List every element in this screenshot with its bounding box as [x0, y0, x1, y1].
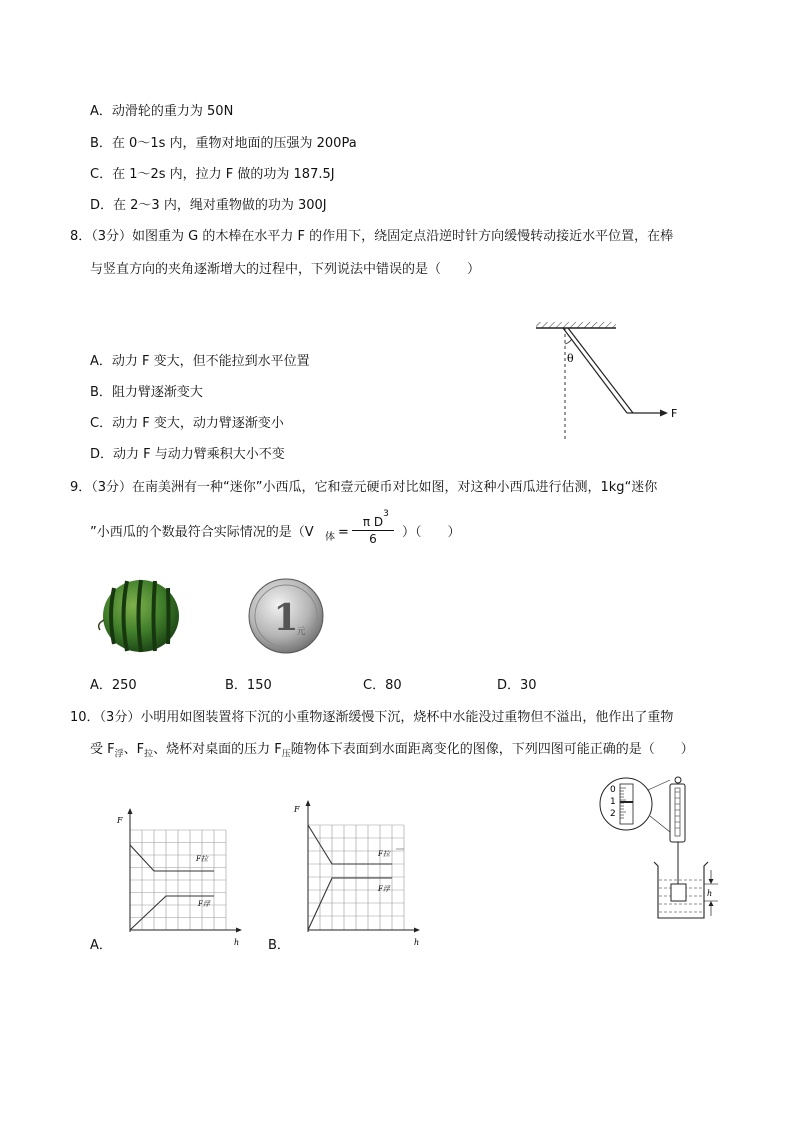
q9-formula-den: 6 — [369, 532, 377, 546]
zoom-scale-0: 0 — [610, 785, 616, 795]
q10-graph-a-option: A． — [90, 938, 112, 953]
q9-watermelon-image — [94, 578, 186, 658]
zoom-line-2 — [650, 816, 670, 832]
q9-formula-sub: 体 — [325, 532, 335, 543]
q7-option-d: D．在 2～3 内，绳对重物做的功为 300J — [90, 198, 327, 213]
q10-sub-la: 拉 — [144, 749, 154, 760]
q10-stem-part-a: 受 F — [90, 742, 115, 757]
melon-stem — [99, 620, 104, 630]
q10-stem-line1: 10．（3分）小明用如图装置将下沉的小重物逐渐缓慢下沉，烧杯中水能没过重物但不溢出，他作出了重物 — [70, 710, 674, 725]
graph-a-x-arrow — [236, 928, 242, 933]
q9-stem-line2-a: ”小西瓜的个数最符合实际情况的是（V — [90, 525, 314, 540]
graph-b-x-arrow — [414, 928, 420, 933]
zoom-scale-2: 2 — [610, 809, 616, 819]
coin-numeral: 1 — [273, 597, 299, 639]
q8-option-c: C．动力 F 变大，动力臂逐渐变小 — [90, 416, 284, 431]
q9-option-d: D．30 — [497, 678, 537, 693]
graph-a-y-label: F — [117, 816, 123, 825]
graph-b-label-fu: F浮 — [378, 885, 390, 893]
zoom-pointer — [620, 801, 633, 803]
force-label: F — [671, 407, 678, 420]
depth-arrow-upper-head — [709, 879, 714, 884]
zoom-scale-1: 1 — [610, 797, 616, 807]
submerged-weight — [671, 884, 686, 901]
q9-option-c: C．80 — [363, 678, 402, 693]
q10-stem-part-b: 、烧杯对桌面的压力 F — [153, 742, 282, 757]
melon-stripe — [168, 588, 169, 644]
theta-label: θ — [567, 352, 574, 365]
graph-b-label-la: F拉 — [378, 850, 390, 858]
graph-a-label-fu: F浮 — [198, 900, 210, 908]
q10-stem-part-c: 随物体下表面到水面距离变化的图像，下列四图可能正确的是（ ） — [290, 742, 694, 757]
q10-graph-b — [288, 798, 428, 948]
ceiling-hatch — [536, 322, 616, 328]
graph-b-x-label: h — [414, 938, 420, 947]
coin-unit: 元 — [296, 627, 306, 637]
q7-option-b: B．在 0～1s 内，重物对地面的压强为 200Pa — [90, 136, 357, 151]
q10-sub-ya: 压 — [281, 749, 291, 760]
q8-option-b: B．阻力臂逐渐变大 — [90, 385, 203, 400]
q9-formula-frac — [352, 509, 394, 546]
depth-label: h — [707, 889, 713, 898]
melon-stripe — [154, 581, 156, 651]
rod-edge-1 — [563, 328, 627, 413]
graph-a-x-label: h — [234, 938, 240, 947]
q9-stem-line2-b: ）（ ） — [402, 525, 461, 540]
q10-sub-fu: 浮 — [114, 749, 124, 760]
q10-stem-line2 — [90, 742, 694, 763]
q9-formula-exp: 3 — [383, 509, 389, 519]
graph-a-y-arrow — [128, 808, 133, 814]
graph-b-line-la — [308, 825, 392, 864]
graph-a-grid — [130, 830, 226, 930]
q9-formula-num: π D — [362, 515, 384, 529]
zoom-line-1 — [648, 780, 670, 790]
rod-edge-2 — [568, 328, 633, 413]
q9-option-b: B．150 — [225, 678, 272, 693]
q8-lever-figure — [530, 318, 690, 444]
q9-stem-line1: 9．（3分）在南美洲有一种“迷你”小西瓜，它和壹元硬币对比如图，对这种小西瓜进行估测，1kg“迷你 — [70, 480, 658, 495]
q9-formula-eq: = — [338, 525, 349, 540]
q7-option-c: C．在 1～2s 内，拉力 F 做的功为 187.5J — [90, 167, 335, 182]
q10-sep1: 、F — [123, 742, 145, 757]
depth-arrow-lower-head — [709, 901, 714, 906]
angle-arc — [565, 339, 572, 344]
graph-b-y-label: F — [294, 805, 300, 814]
q8-option-d: D．动力 F 与动力臂乘积大小不变 — [90, 447, 285, 462]
q8-stem-line2: 与竖直方向的夹角逐渐增大的过程中，下列说法中错误的是（ ） — [90, 262, 481, 277]
graph-b-y-arrow — [306, 800, 311, 806]
q7-option-a: A．动滑轮的重力为 50N — [90, 104, 234, 119]
q10-apparatus-figure — [598, 776, 728, 926]
q10-graph-a — [110, 808, 250, 948]
q9-coin-image — [246, 576, 326, 656]
spring-scale-ring — [675, 777, 681, 783]
q8-option-a: A．动力 F 变大，但不能拉到水平位置 — [90, 354, 310, 369]
q10-graph-b-option: B． — [268, 938, 290, 953]
force-arrow-head — [660, 410, 668, 417]
spring-scale-body — [670, 784, 685, 842]
q9-option-a: A．250 — [90, 678, 137, 693]
graph-a-label-la: F拉 — [196, 855, 208, 863]
q8-stem-line1: 8．（3分）如图重为 G 的木棒在水平力 F 的作用下，绕固定点沿逆时针方向缓慢转动接近水平位置，在棒 — [70, 229, 674, 244]
